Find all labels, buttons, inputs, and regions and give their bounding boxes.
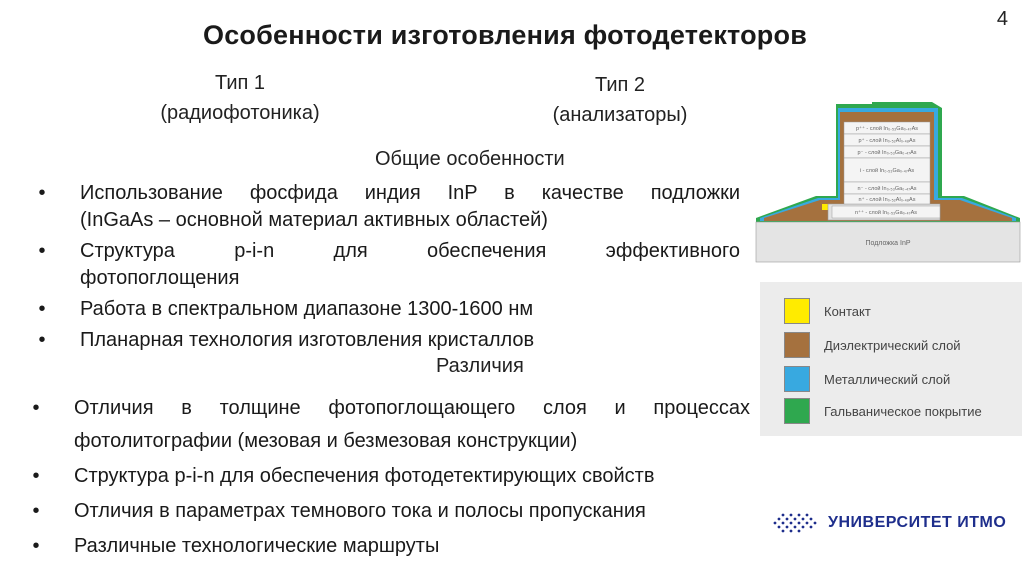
legend-item-galvanic — [784, 398, 982, 424]
bullet-icon: • — [38, 240, 46, 262]
itmo-dots-icon — [772, 510, 820, 536]
common-item-2-line2: фотопоглощения — [80, 267, 240, 289]
list-item — [32, 495, 750, 528]
diagram-legend — [760, 282, 1022, 436]
bullet-icon: • — [38, 329, 46, 351]
type2-line2: (анализаторы) — [552, 104, 688, 126]
list-item — [38, 238, 740, 292]
list-item — [32, 392, 750, 458]
common-features-heading: Общие особенности — [375, 148, 565, 170]
differences-heading: Различия — [436, 355, 524, 377]
list-item — [32, 530, 750, 563]
photodetector-structure-diagram — [752, 100, 1022, 276]
legend-item-metal — [784, 366, 950, 392]
layer-label: p⁻ - слой In₀.₅₃Ga₀.₄₇As — [857, 150, 917, 156]
substrate-label: Подложка InP — [865, 240, 911, 247]
diff-item-3: Отличия в параметрах темнового тока и полосы пропускания — [74, 500, 646, 522]
legend-label: Гальваническое покрытие — [824, 403, 982, 419]
itmo-logo — [772, 510, 1006, 536]
list-item — [38, 180, 740, 234]
page-number: 4 — [996, 8, 1008, 30]
common-features-list — [38, 180, 740, 358]
list-item — [32, 460, 750, 493]
diff-item-1-line2: фотолитографии (мезовая и безмезовая конструкции) — [74, 430, 578, 452]
type2-label — [520, 70, 720, 130]
diff-item-2: Структура p-i-n для обеспечения фотодетектирующих свойств — [74, 465, 655, 487]
type1-line1: Тип 1 — [214, 72, 266, 94]
differences-list — [32, 392, 750, 565]
legend-label: Диэлектрический слой — [824, 337, 961, 353]
layer-label: i - слой In₀.₅₃Ga₀.₄₇As — [859, 168, 915, 174]
bullet-icon: • — [38, 298, 46, 320]
layer-label: p⁺ - слой In₀.₅₂Al₀.₄₈As — [858, 138, 916, 144]
type1-line2: (радиофотоника) — [160, 102, 320, 124]
layer-label: n⁻ - слой In₀.₅₃Ga₀.₄₇As — [857, 186, 917, 192]
bullet-icon: • — [32, 500, 40, 522]
slide-title: Особенности изготовления фотодетекторов — [203, 20, 807, 50]
legend-label: Металлический слой — [824, 371, 951, 387]
layer-label: p⁺⁺ - слой In₀.₅₃Ga₀.₄₇As — [856, 126, 918, 132]
layer-label: n⁺⁺ - слой In₀.₅₃Ga₀.₄₇As — [855, 210, 917, 216]
legend-label: Контакт — [824, 303, 871, 319]
bullet-icon: • — [32, 397, 40, 419]
bullet-icon: • — [32, 465, 40, 487]
logo-text: УНИВЕРСИТЕТ ИТМО — [828, 514, 1007, 531]
contact-swatch-icon — [784, 298, 810, 324]
bullet-icon: • — [38, 182, 46, 204]
type2-line1: Тип 2 — [594, 74, 646, 96]
galvanic-swatch-icon — [784, 398, 810, 424]
type1-label — [130, 68, 350, 128]
layer-label: n⁺ - слой In₀.₅₂Al₀.₄₈As — [858, 197, 916, 203]
bullet-icon: • — [32, 535, 40, 557]
diff-item-4: Различные технологические маршруты — [74, 535, 440, 557]
legend-item-dielectric — [784, 332, 961, 358]
legend-item-contact — [784, 298, 871, 324]
list-item — [38, 327, 740, 354]
dielectric-swatch-icon — [784, 332, 810, 358]
common-item-4: Планарная технология изготовления кристаллов — [80, 329, 535, 351]
diff-item-1-line1: Отличия в толщине фотопоглощающего слоя и процессах — [74, 397, 750, 419]
metal-swatch-icon — [784, 366, 810, 392]
common-item-1-line1: Использование фосфида индия InP в качестве подложки — [80, 182, 740, 204]
common-item-2-line1: Структура p-i-n для обеспечения эффективного — [80, 240, 740, 262]
common-item-3: Работа в спектральном диапазоне 1300-1600 нм — [80, 298, 534, 320]
list-item — [38, 296, 740, 323]
common-item-1-line2: (InGaAs – основной материал активных областей) — [80, 209, 548, 231]
